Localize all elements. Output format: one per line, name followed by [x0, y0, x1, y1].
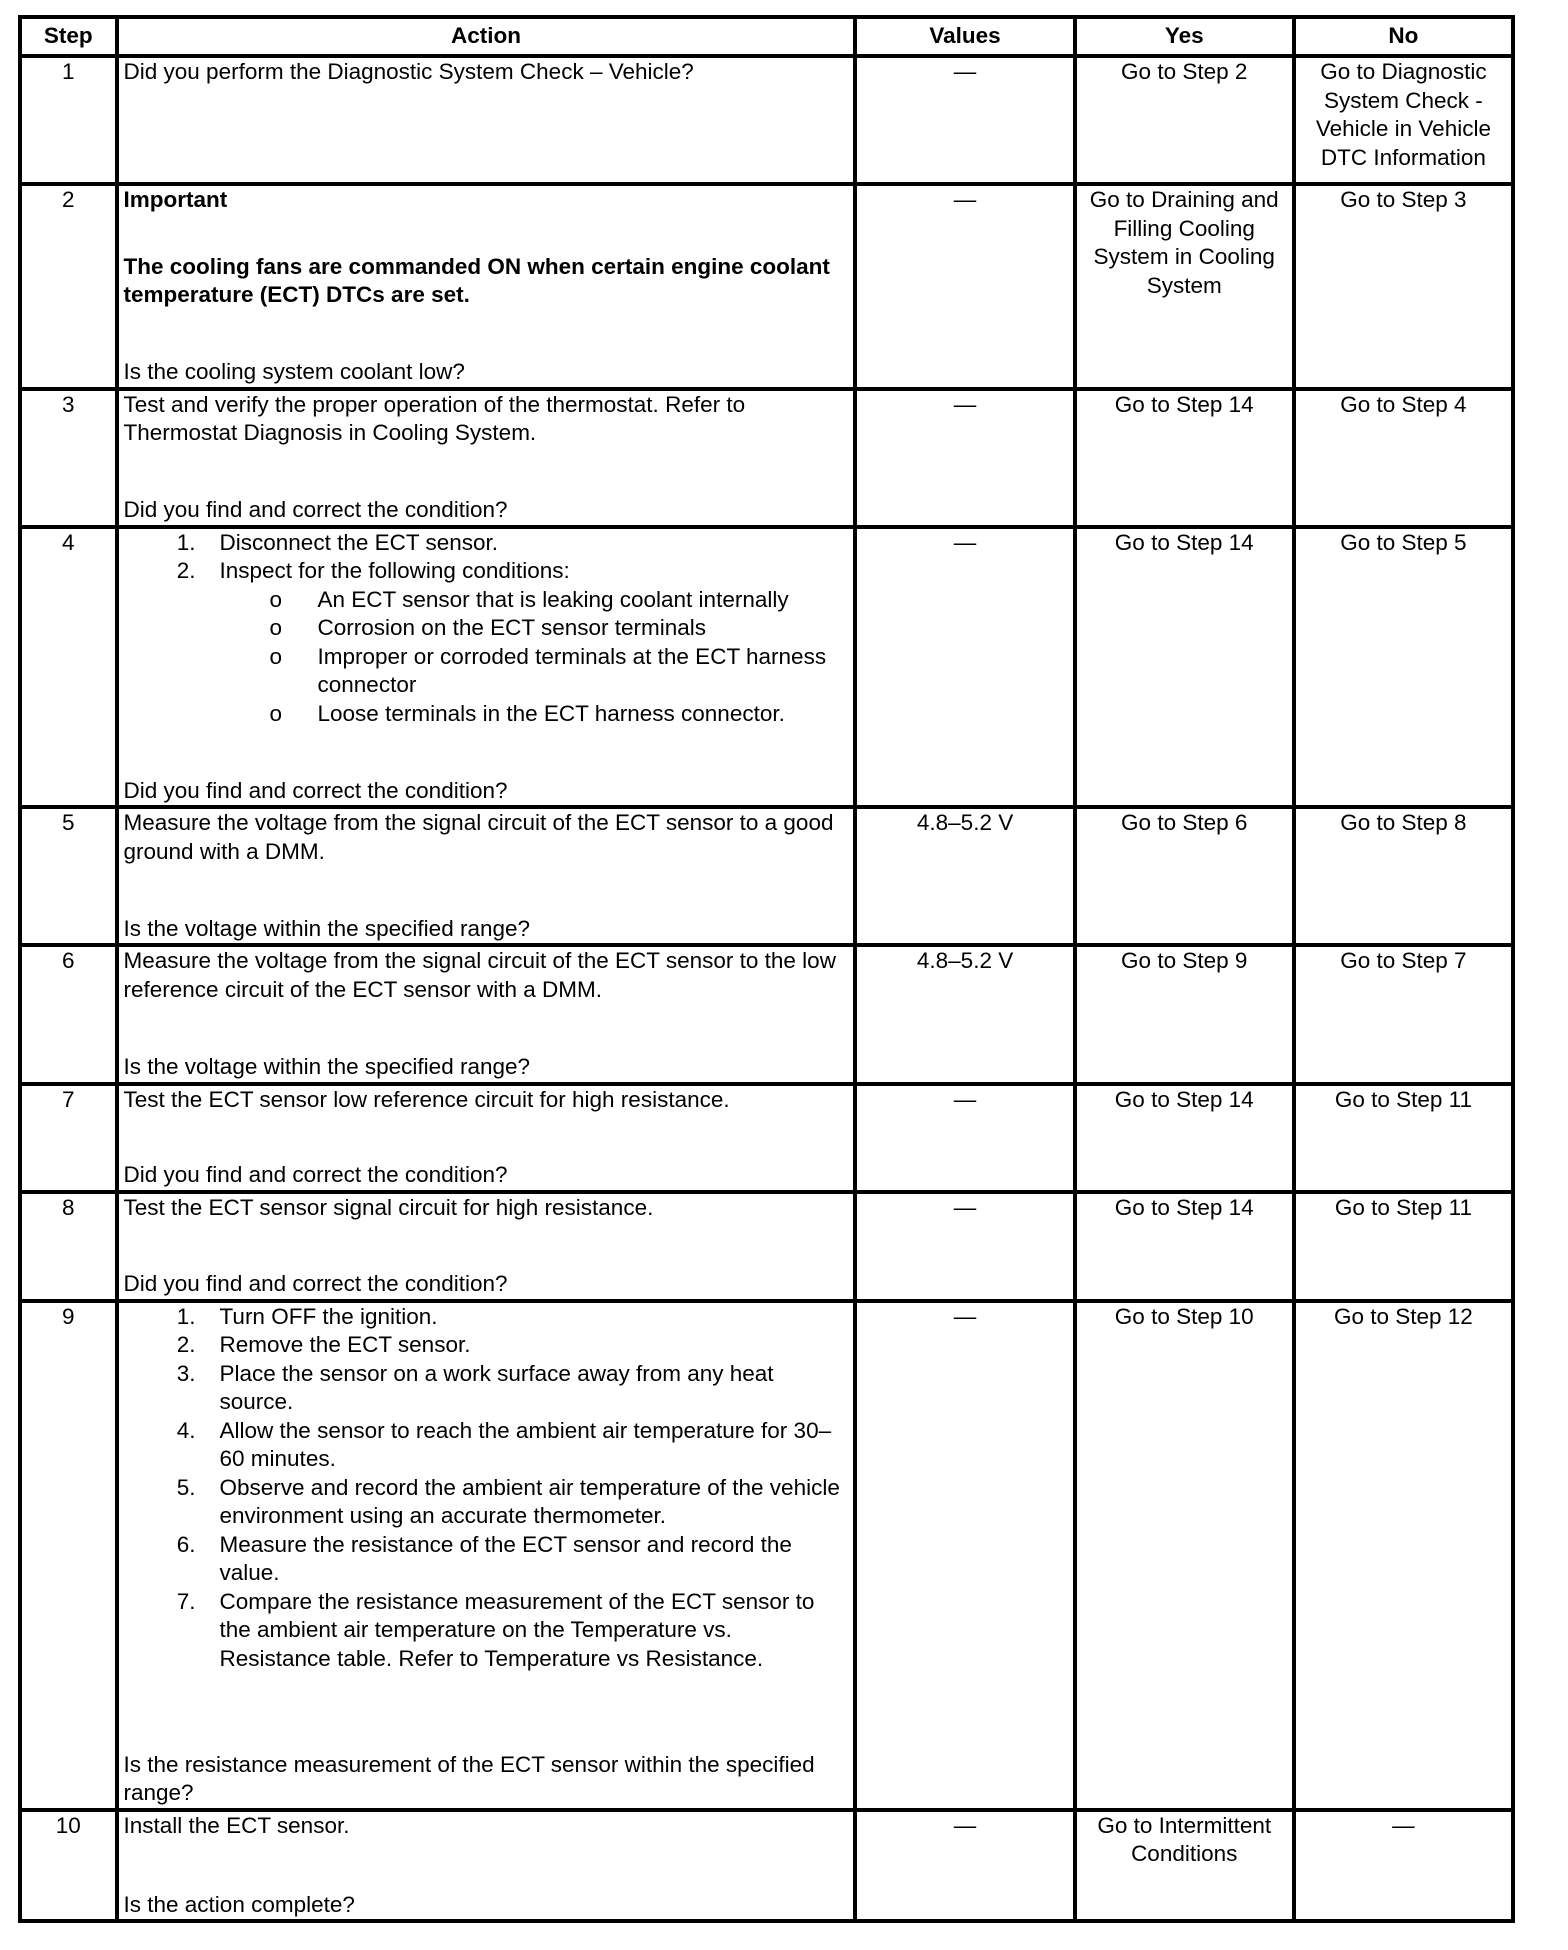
list-item [176, 1417, 849, 1474]
list-text: Allow the sensor to reach the ambient air temperature for 30–60 minutes. [219, 1417, 832, 1472]
action-question: Did you find and correct the condition? [123, 1271, 508, 1297]
no-cell: Go to Step 4 [1294, 389, 1513, 527]
action-question: Did you find and correct the condition? [123, 1162, 508, 1188]
action-question: Is the voltage within the specified range? [123, 915, 531, 941]
numbered-list [124, 1303, 849, 1674]
bullet-text: An ECT sensor that is leaking coolant internally [317, 586, 789, 612]
action-text: Test and verify the proper operation of the thermostat. Refer to Thermostat Diagnosis in Cooling System. [123, 391, 746, 446]
list-item [176, 529, 849, 558]
action-text: Measure the voltage from the signal circuit of the ECT sensor to a good ground with a DMM. [123, 810, 834, 864]
action-cell [117, 1084, 856, 1192]
action-text: Test the ECT sensor low reference circuit for high resistance. [123, 1086, 730, 1112]
numbered-list [124, 529, 849, 729]
yes-cell: Go to Step 9 [1075, 945, 1294, 1083]
yes-cell: Go to Step 6 [1075, 807, 1294, 945]
list-number: 3. [176, 1360, 196, 1386]
table-row-step-2 [20, 184, 1513, 388]
bullet-text: Loose terminals in the ECT harness connector. [317, 700, 785, 726]
action-text: Did you perform the Diagnostic System Check – Vehicle? [123, 59, 694, 84]
action-cell [117, 1810, 856, 1921]
table-row-step-4 [20, 527, 1513, 807]
action-cell [117, 945, 856, 1083]
no-cell: Go to Step 3 [1294, 184, 1513, 388]
step-number: 10 [20, 1810, 117, 1921]
action-question: Is the voltage within the specified range? [123, 1054, 531, 1080]
action-question: Is the resistance measurement of the ECT sensor within the specified range? [123, 1751, 815, 1806]
action-cell [117, 807, 856, 945]
list-text: Disconnect the ECT sensor. [219, 529, 498, 555]
header-yes: Yes [1075, 17, 1294, 56]
step-number: 1 [20, 56, 117, 184]
table-row-step-8 [20, 1192, 1513, 1301]
list-item [176, 1588, 849, 1674]
list-text: Compare the resistance measurement of the ECT sensor to the ambient air temperature on the Temperature vs. Resistance table. Refer to Temperature vs Resistance. [219, 1588, 815, 1671]
yes-cell: Go to Step 2 [1075, 56, 1294, 184]
yes-cell: Go to Step 14 [1075, 389, 1294, 527]
bullet-icon: o [269, 586, 283, 612]
bullet-text: Corrosion on the ECT sensor terminals [317, 615, 707, 641]
diagnostic-table [18, 15, 1515, 1923]
list-text: Place the sensor on a work surface away from any heat source. [219, 1360, 774, 1415]
header-row [20, 17, 1513, 56]
yes-cell: Go to Step 14 [1075, 1084, 1294, 1192]
table-row-step-7 [20, 1084, 1513, 1192]
bullet-icon: o [269, 615, 283, 641]
no-cell: Go to Step 12 [1294, 1301, 1513, 1810]
value-cell: — [855, 389, 1074, 527]
table-row-step-10 [20, 1810, 1513, 1921]
no-cell: Go to Step 8 [1294, 807, 1513, 945]
list-number: 2. [176, 558, 196, 584]
table-row-step-6 [20, 945, 1513, 1083]
table-row-step-1 [20, 56, 1513, 184]
no-cell: Go to Step 11 [1294, 1084, 1513, 1192]
action-cell [117, 389, 856, 527]
no-cell: Go to Step 5 [1294, 527, 1513, 807]
header-step: Step [20, 17, 117, 56]
list-item [176, 1474, 849, 1531]
bullet-icon: o [269, 700, 283, 726]
bullet-text: Improper or corroded terminals at the ECT harness connector [317, 643, 827, 698]
step-number: 4 [20, 527, 117, 807]
value-cell: 4.8–5.2 V [855, 945, 1074, 1083]
step-number: 5 [20, 807, 117, 945]
list-number: 6. [176, 1531, 196, 1557]
yes-cell: Go to Step 14 [1075, 1192, 1294, 1301]
bullet-icon: o [269, 643, 283, 669]
step-number: 6 [20, 945, 117, 1083]
table-row-step-3 [20, 389, 1513, 527]
list-number: 5. [176, 1474, 196, 1500]
list-number: 4. [176, 1417, 196, 1443]
list-item [176, 1531, 849, 1588]
important-text: The cooling fans are commanded ON when certain engine coolant temperature (ECT) DTCs are set. [123, 253, 830, 308]
header-values: Values [855, 17, 1074, 56]
bullet-list [220, 586, 849, 729]
value-cell: — [855, 1810, 1074, 1921]
list-text: Turn OFF the ignition. [219, 1303, 438, 1329]
step-number: 9 [20, 1301, 117, 1810]
list-text: Observe and record the ambient air temperature of the vehicle environment using an accurate thermometer. [219, 1474, 840, 1529]
list-item [176, 1303, 849, 1332]
action-cell [117, 1192, 856, 1301]
header-no: No [1294, 17, 1513, 56]
no-cell: Go to Diagnostic System Check - Vehicle in Vehicle DTC Information [1294, 56, 1513, 184]
header-action: Action [117, 17, 856, 56]
step-number: 2 [20, 184, 117, 388]
bullet-item [269, 643, 849, 700]
action-cell [117, 527, 856, 807]
step-number: 8 [20, 1192, 117, 1301]
bullet-item [269, 614, 849, 643]
list-item [176, 557, 849, 728]
action-question: Is the cooling system coolant low? [123, 359, 465, 385]
yes-cell: Go to Step 10 [1075, 1301, 1294, 1810]
yes-cell: Go to Draining and Filling Cooling System in Cooling System [1075, 184, 1294, 388]
no-cell: Go to Step 7 [1294, 945, 1513, 1083]
value-cell: — [855, 184, 1074, 388]
value-cell: — [855, 527, 1074, 807]
list-text: Measure the resistance of the ECT sensor and record the value. [219, 1531, 792, 1586]
value-cell: — [855, 1301, 1074, 1810]
no-cell: Go to Step 11 [1294, 1192, 1513, 1301]
action-cell [117, 184, 856, 388]
action-text: Install the ECT sensor. [123, 1812, 350, 1838]
action-cell [117, 1301, 856, 1810]
list-number: 2. [176, 1332, 196, 1358]
list-number: 7. [176, 1588, 196, 1614]
action-question: Is the action complete? [123, 1891, 355, 1917]
bullet-item [269, 586, 849, 615]
list-item [176, 1360, 849, 1417]
list-number: 1. [176, 529, 196, 555]
list-text: Inspect for the following conditions: [219, 558, 570, 584]
action-question: Did you find and correct the condition? [123, 497, 508, 523]
value-cell: — [855, 1192, 1074, 1301]
yes-cell: Go to Step 14 [1075, 527, 1294, 807]
step-number: 7 [20, 1084, 117, 1192]
value-cell: — [855, 56, 1074, 184]
list-number: 1. [176, 1303, 196, 1329]
table-row-step-9 [20, 1301, 1513, 1810]
table-row-step-5 [20, 807, 1513, 945]
important-label: Important [123, 187, 228, 213]
action-text: Test the ECT sensor signal circuit for high resistance. [123, 1194, 654, 1220]
yes-cell: Go to Intermittent Conditions [1075, 1810, 1294, 1921]
action-cell [117, 56, 856, 184]
step-number: 3 [20, 389, 117, 527]
list-text: Remove the ECT sensor. [219, 1332, 471, 1358]
bullet-item [269, 700, 849, 729]
list-item [176, 1331, 849, 1360]
value-cell: — [855, 1084, 1074, 1192]
action-question: Did you find and correct the condition? [123, 777, 508, 803]
no-cell: — [1294, 1810, 1513, 1921]
value-cell: 4.8–5.2 V [855, 807, 1074, 945]
action-text: Measure the voltage from the signal circuit of the ECT sensor to the low reference circuit of the ECT sensor with a DMM. [123, 948, 836, 1002]
